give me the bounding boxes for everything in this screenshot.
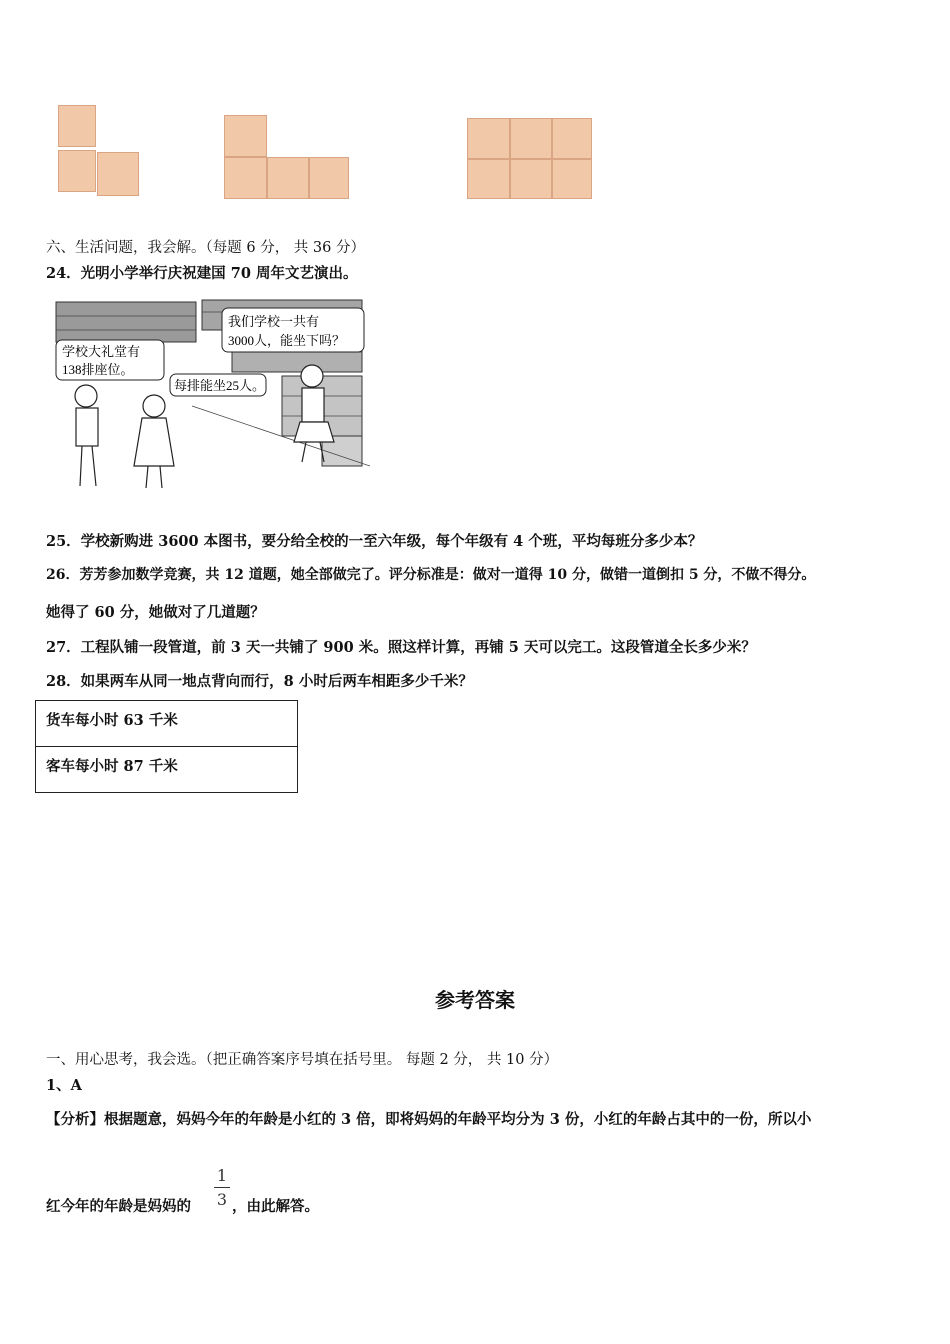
analysis-line2-prefix: 红今年的年龄是妈妈的	[46, 1198, 191, 1215]
table-row-bus: 客车每小时 87 千米	[36, 747, 298, 793]
answers-section1: 一、用心思考，我会选。（把正确答案序号填在括号里。 每题 2 分， 共 10 分）	[46, 1052, 559, 1068]
auditorium-illustration	[52, 296, 370, 496]
section6-heading: 六、生活问题，我会解。（每题 6 分， 共 36 分）	[46, 240, 365, 256]
bubble-3-line2: 3000人，能坐下吗？	[228, 333, 346, 348]
fraction-numerator: 1	[216, 1166, 228, 1185]
q24-text: 24．光明小学举行庆祝建国 70 周年文艺演出。	[46, 265, 358, 282]
q28-text: 28．如果两车从同一地点背向而行，8 小时后两车相距多少千米？	[46, 673, 473, 690]
bubble-3-line1: 我们学校一共有	[228, 314, 320, 329]
bubble-1-line1: 学校大礼堂有	[62, 344, 141, 359]
table-row-truck: 货车每小时 63 千米	[36, 701, 298, 747]
answer-1: 1、A	[46, 1077, 82, 1094]
q28-table	[35, 700, 298, 793]
fraction-one-third	[214, 1166, 230, 1209]
q26-line2: 她得了 60 分，她做对了几道题？	[46, 604, 265, 621]
analysis-line1: 【分析】根据题意，妈妈今年的年龄是小红的 3 倍，即将妈妈的年龄平均分为 3 份，小红的年龄占其中的一份，所以小	[46, 1111, 812, 1128]
analysis-line2-suffix: ，由此解答。	[232, 1198, 319, 1215]
answers-title: 参考答案	[435, 988, 515, 1012]
q25-text: 25．学校新购进 3600 本图书，要分给全校的一至六年级，每个年级有 4 个班，平均每班分多少本？	[46, 533, 703, 550]
q27-text: 27．工程队铺一段管道，前 3 天一共铺了 900 米。照这样计算，再铺 5 天可以完工。这段管道全长多少米？	[46, 639, 756, 656]
bubble-1-line2: 138排座位。	[62, 362, 134, 377]
bubble-2: 每排能坐25人。	[174, 378, 266, 393]
q26-line1: 26．芳芳参加数学竞赛，共 12 道题，她全部做完了。评分标准是：做对一道得 10 分，做错一道倒扣 5 分，不做不得分。	[46, 567, 816, 583]
fraction-denominator: 3	[216, 1190, 228, 1209]
